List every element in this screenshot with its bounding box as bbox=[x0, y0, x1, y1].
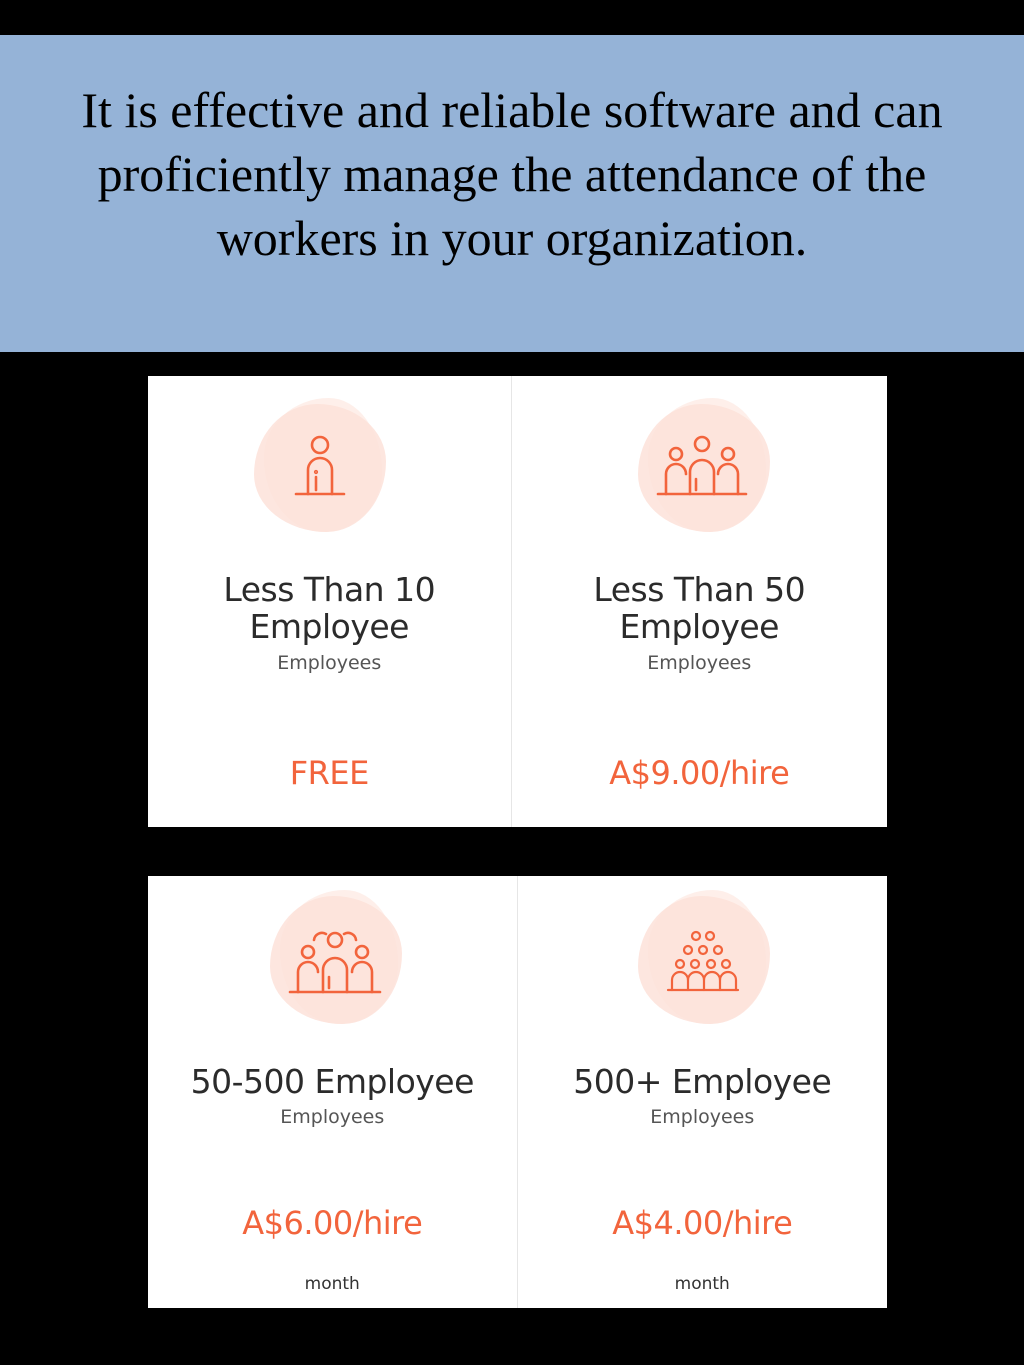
plan-subtitle: Employees bbox=[647, 652, 752, 674]
plan-subtitle: Employees bbox=[280, 1106, 385, 1128]
plan-price: A$6.00/hire bbox=[242, 1204, 423, 1242]
plan-title-line1: Less Than 50 bbox=[593, 570, 806, 609]
plan-title-line1: Less Than 10 bbox=[223, 570, 436, 609]
plan-period: month bbox=[304, 1274, 360, 1294]
plan-price: FREE bbox=[289, 754, 369, 792]
plan-title: 50-500 Employee bbox=[190, 1062, 474, 1101]
plan-card-less-than-10 bbox=[148, 376, 511, 827]
plan-price: A$9.00/hire bbox=[609, 754, 790, 792]
plan-title-line2: Employee bbox=[619, 607, 779, 646]
three-people-icon bbox=[654, 432, 750, 500]
plan-period: month bbox=[674, 1274, 730, 1294]
plan-subtitle: Employees bbox=[650, 1106, 755, 1128]
plan-card-500-plus bbox=[517, 876, 888, 1308]
group-people-icon bbox=[288, 926, 382, 998]
plan-title: 500+ Employee bbox=[573, 1062, 832, 1101]
single-person-icon bbox=[288, 432, 352, 500]
header-banner bbox=[0, 35, 1024, 352]
banner-text: It is effective and reliable software and can proficiently manage the attendance of the workers in your organization. bbox=[81, 81, 943, 266]
plan-card-50-500 bbox=[148, 876, 517, 1308]
pricing-panel-top bbox=[148, 376, 887, 827]
plan-card-less-than-50 bbox=[511, 376, 887, 827]
plan-subtitle: Employees bbox=[277, 652, 382, 674]
pricing-panel-bottom bbox=[148, 876, 887, 1308]
plan-title-line2: Employee bbox=[249, 607, 409, 646]
plan-price: A$4.00/hire bbox=[612, 1204, 793, 1242]
crowd-people-icon bbox=[660, 928, 746, 998]
